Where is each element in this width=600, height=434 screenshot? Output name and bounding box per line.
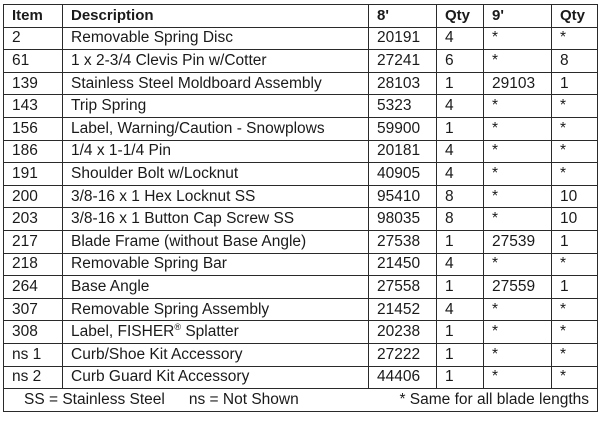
item-number-cell: 191 [4, 163, 63, 186]
part-9ft-cell: * [484, 253, 552, 276]
description-cell: Removable Spring Disc [63, 27, 369, 50]
item-number-cell: 61 [4, 50, 63, 73]
qty-8ft-cell: 6 [437, 50, 484, 73]
description-cell: Curb Guard Kit Accessory [63, 366, 369, 389]
qty-9ft-cell: * [552, 321, 598, 344]
qty-9ft-cell: 10 [552, 185, 598, 208]
parts-table [3, 4, 598, 412]
item-number-cell: 139 [4, 72, 63, 95]
description-cell: Removable Spring Bar [63, 253, 369, 276]
header-item: Item [4, 5, 63, 28]
table-row [4, 50, 598, 73]
part-8ft-cell: 98035 [369, 208, 437, 231]
table-row [4, 298, 598, 321]
qty-9ft-cell: * [552, 95, 598, 118]
table-body [4, 27, 598, 389]
item-number-cell: 264 [4, 276, 63, 299]
description-cell: 3/8-16 x 1 Hex Locknut SS [63, 185, 369, 208]
table-row [4, 27, 598, 50]
qty-8ft-cell: 4 [437, 298, 484, 321]
qty-8ft-cell: 8 [437, 208, 484, 231]
description-cell: Removable Spring Assembly [63, 298, 369, 321]
qty-9ft-cell: 1 [552, 72, 598, 95]
item-number-cell: 308 [4, 321, 63, 344]
part-9ft-cell: * [484, 140, 552, 163]
item-number-cell: 218 [4, 253, 63, 276]
table-row [4, 95, 598, 118]
description-cell: Base Angle [63, 276, 369, 299]
item-number-cell: 2 [4, 27, 63, 50]
qty-9ft-cell: * [552, 27, 598, 50]
qty-9ft-cell: * [552, 117, 598, 140]
qty-8ft-cell: 4 [437, 140, 484, 163]
qty-9ft-cell: * [552, 298, 598, 321]
part-8ft-cell: 95410 [369, 185, 437, 208]
qty-9ft-cell: 1 [552, 230, 598, 253]
part-8ft-cell: 5323 [369, 95, 437, 118]
table-row [4, 72, 598, 95]
part-9ft-cell: * [484, 27, 552, 50]
header-qty-8ft: Qty [437, 5, 484, 28]
parts-list [3, 4, 597, 412]
table-row [4, 117, 598, 140]
part-9ft-cell: * [484, 208, 552, 231]
part-9ft-cell: * [484, 163, 552, 186]
item-number-cell: 200 [4, 185, 63, 208]
footer-ss-note: SS = Stainless Steel [24, 390, 165, 408]
part-9ft-cell: 27559 [484, 276, 552, 299]
part-9ft-cell: 29103 [484, 72, 552, 95]
description-cell: 1/4 x 1-1/4 Pin [63, 140, 369, 163]
part-8ft-cell: 27558 [369, 276, 437, 299]
part-8ft-cell: 20238 [369, 321, 437, 344]
item-number-cell: ns 2 [4, 366, 63, 389]
part-8ft-cell: 59900 [369, 117, 437, 140]
qty-8ft-cell: 4 [437, 163, 484, 186]
table-row [4, 253, 598, 276]
description-cell: Label, FISHER® Splatter [63, 321, 369, 344]
table-row [4, 163, 598, 186]
part-8ft-cell: 27222 [369, 343, 437, 366]
part-9ft-cell: * [484, 117, 552, 140]
header-9ft: 9' [484, 5, 552, 28]
table-row [4, 230, 598, 253]
description-cell: Blade Frame (without Base Angle) [63, 230, 369, 253]
footer-cell [4, 389, 598, 412]
part-9ft-cell: * [484, 321, 552, 344]
part-9ft-cell: * [484, 298, 552, 321]
description-cell: 1 x 2-3/4 Clevis Pin w/Cotter [63, 50, 369, 73]
header-description: Description [63, 5, 369, 28]
item-number-cell: ns 1 [4, 343, 63, 366]
footer-ns-note: ns = Not Shown [188, 390, 299, 408]
qty-8ft-cell: 4 [437, 95, 484, 118]
part-9ft-cell: * [484, 185, 552, 208]
qty-8ft-cell: 1 [437, 276, 484, 299]
part-8ft-cell: 27538 [369, 230, 437, 253]
part-9ft-cell: * [484, 343, 552, 366]
qty-8ft-cell: 1 [437, 366, 484, 389]
qty-8ft-cell: 1 [437, 230, 484, 253]
part-9ft-cell: * [484, 95, 552, 118]
description-cell: Label, Warning/Caution - Snowplows [63, 117, 369, 140]
registered-mark: ® [174, 321, 182, 332]
part-9ft-cell: * [484, 50, 552, 73]
table-row [4, 343, 598, 366]
description-cell: Shoulder Bolt w/Locknut [63, 163, 369, 186]
description-cell: Curb/Shoe Kit Accessory [63, 343, 369, 366]
qty-8ft-cell: 1 [437, 343, 484, 366]
item-number-cell: 217 [4, 230, 63, 253]
qty-8ft-cell: 1 [437, 117, 484, 140]
header-row [4, 5, 598, 28]
table-row [4, 140, 598, 163]
qty-9ft-cell: 1 [552, 276, 598, 299]
table-row [4, 276, 598, 299]
qty-8ft-cell: 1 [437, 72, 484, 95]
item-number-cell: 143 [4, 95, 63, 118]
part-9ft-cell: 27539 [484, 230, 552, 253]
item-number-cell: 156 [4, 117, 63, 140]
part-8ft-cell: 40905 [369, 163, 437, 186]
header-qty-9ft: Qty [552, 5, 598, 28]
table-row [4, 185, 598, 208]
part-8ft-cell: 20181 [369, 140, 437, 163]
qty-9ft-cell: * [552, 343, 598, 366]
qty-8ft-cell: 4 [437, 27, 484, 50]
qty-9ft-cell: 10 [552, 208, 598, 231]
header-8ft: 8' [369, 5, 437, 28]
part-8ft-cell: 20191 [369, 27, 437, 50]
description-cell: Stainless Steel Moldboard Assembly [63, 72, 369, 95]
part-8ft-cell: 44406 [369, 366, 437, 389]
qty-9ft-cell: * [552, 366, 598, 389]
table-row [4, 321, 598, 344]
table-row [4, 366, 598, 389]
part-8ft-cell: 21450 [369, 253, 437, 276]
table-row [4, 208, 598, 231]
item-number-cell: 203 [4, 208, 63, 231]
qty-8ft-cell: 4 [437, 253, 484, 276]
qty-9ft-cell: 8 [552, 50, 598, 73]
qty-9ft-cell: * [552, 163, 598, 186]
part-8ft-cell: 21452 [369, 298, 437, 321]
part-9ft-cell: * [484, 366, 552, 389]
item-number-cell: 307 [4, 298, 63, 321]
item-number-cell: 186 [4, 140, 63, 163]
qty-9ft-cell: * [552, 253, 598, 276]
footer-same-note: * Same for all blade lengths [399, 390, 589, 408]
footer-row [4, 389, 598, 412]
qty-8ft-cell: 8 [437, 185, 484, 208]
part-8ft-cell: 28103 [369, 72, 437, 95]
description-cell: 3/8-16 x 1 Button Cap Screw SS [63, 208, 369, 231]
qty-9ft-cell: * [552, 140, 598, 163]
qty-8ft-cell: 1 [437, 321, 484, 344]
part-8ft-cell: 27241 [369, 50, 437, 73]
description-cell: Trip Spring [63, 95, 369, 118]
